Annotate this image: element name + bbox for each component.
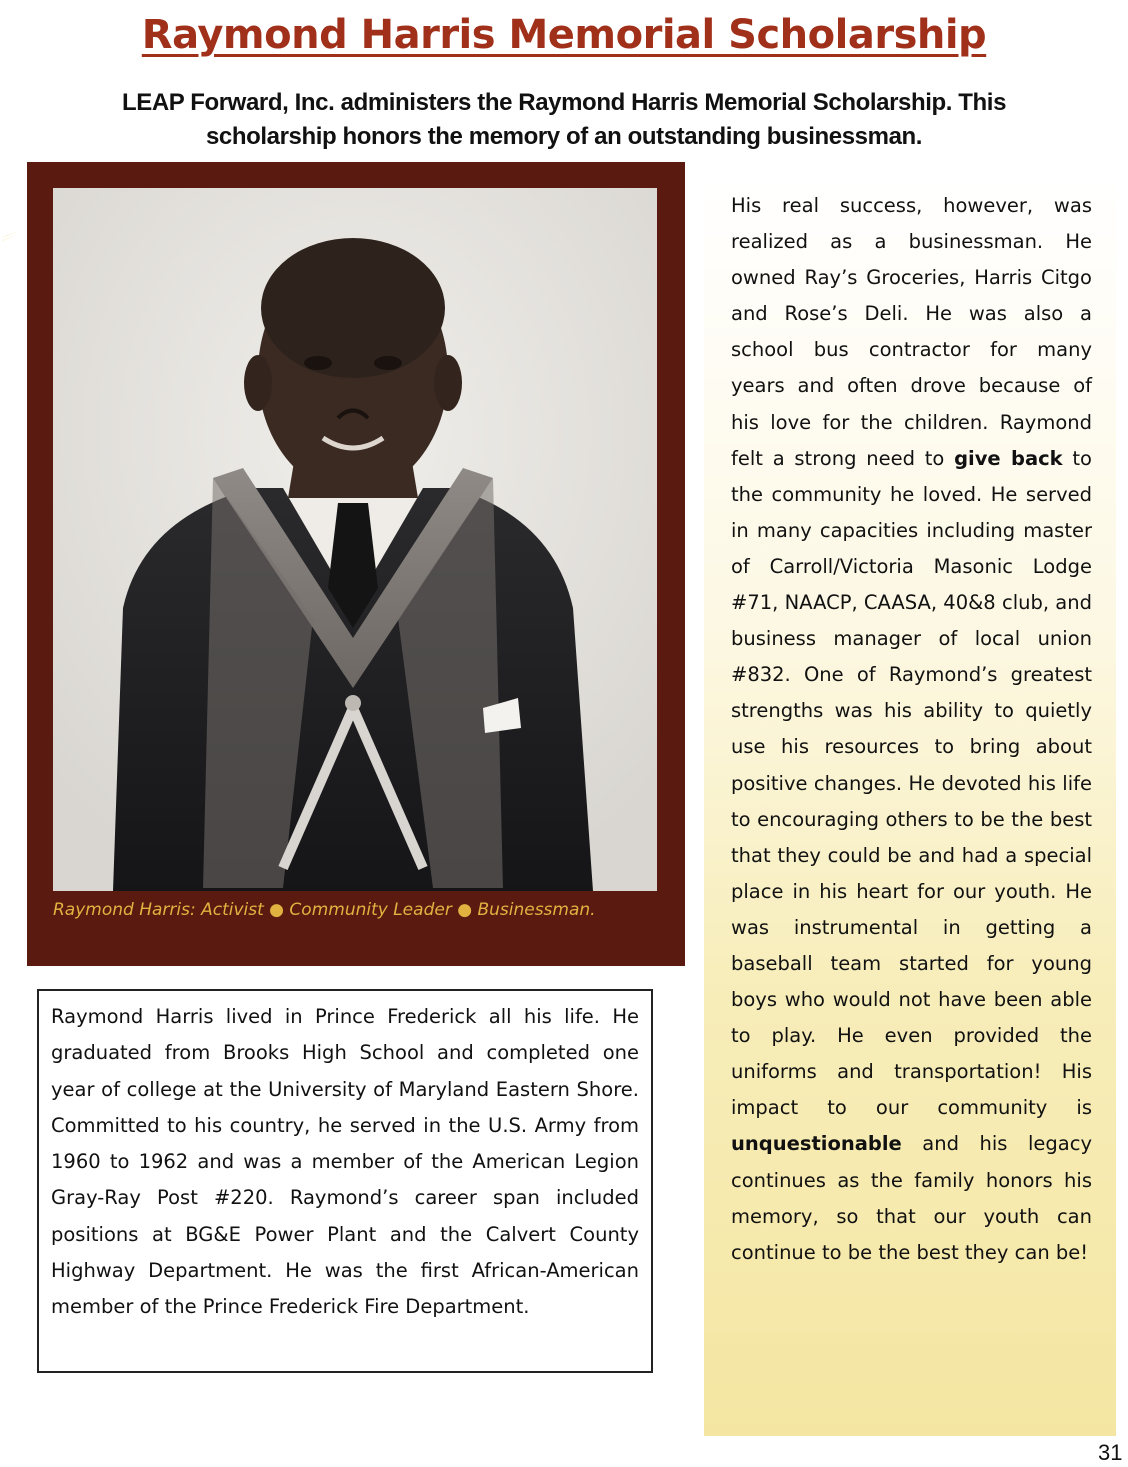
- story-part-1: His real success, however, was realized as a businessman. He owned Ray’s Groceries, Harris Citgo and Rose’s Deli. He was also a school bus contractor for many years and often drove because of his love for the children. Raymond felt a strong need to: [731, 194, 1092, 470]
- page-subtitle: LEAP Forward, Inc. administers the Raymond Harris Memorial Scholarship. This scholarship honors the memory of an outstanding businessman.: [121, 89, 1007, 150]
- story-bold-unquestionable: unquestionable: [731, 1132, 902, 1156]
- portrait-illustration: [53, 188, 657, 891]
- decorative-spark-icon: [0, 220, 30, 250]
- story-column: [704, 178, 1116, 1436]
- story-part-3: and his legacy continues as the family honors his memory, so that our youth can continue to be the best they can be!: [731, 1132, 1092, 1264]
- page-title: Raymond Harris Memorial Scholarship: [141, 12, 987, 58]
- page-number: 31: [1098, 1440, 1123, 1465]
- story-part-2: to the community he loved. He served in many capacities including master of Carroll/Victoria Masonic Lodge #71, NAACP, CAASA, 40&8 club, and business manager of local union #832. One of Raymond’s greatest strengths was his ability to quietly use his resources to bring about positive changes. He devoted his life to encouraging others to be the best that they could be and had a special place in his heart for our youth. He was instrumental in getting a baseball team started for young boys who would not have been able to play. He even provided the uniforms and transportation! His impact to our community is: [731, 446, 1092, 1120]
- portrait-photo: [53, 188, 657, 891]
- biography-text: Raymond Harris lived in Prince Frederick all his life. He graduated from Brooks High School and completed one year of college at the University of Maryland Eastern Shore. Committed to his country, he served in the U.S. Army from 1960 to 1962 and was a member of the American Legion Gray-Ray Post #220. Raymond’s career span included positions at BG&E Power Plant and the Calvert County Highway Department. He was the first African-American member of the Prince Frederick Fire Department.: [51, 1005, 639, 1319]
- portrait-frame: [27, 162, 685, 966]
- biography-box: [37, 989, 653, 1373]
- story-text: [731, 188, 1092, 1271]
- story-bold-give-back: give back: [954, 446, 1063, 470]
- photo-caption: Raymond Harris: Activist ● Community Leader ● Businessman.: [53, 900, 596, 920]
